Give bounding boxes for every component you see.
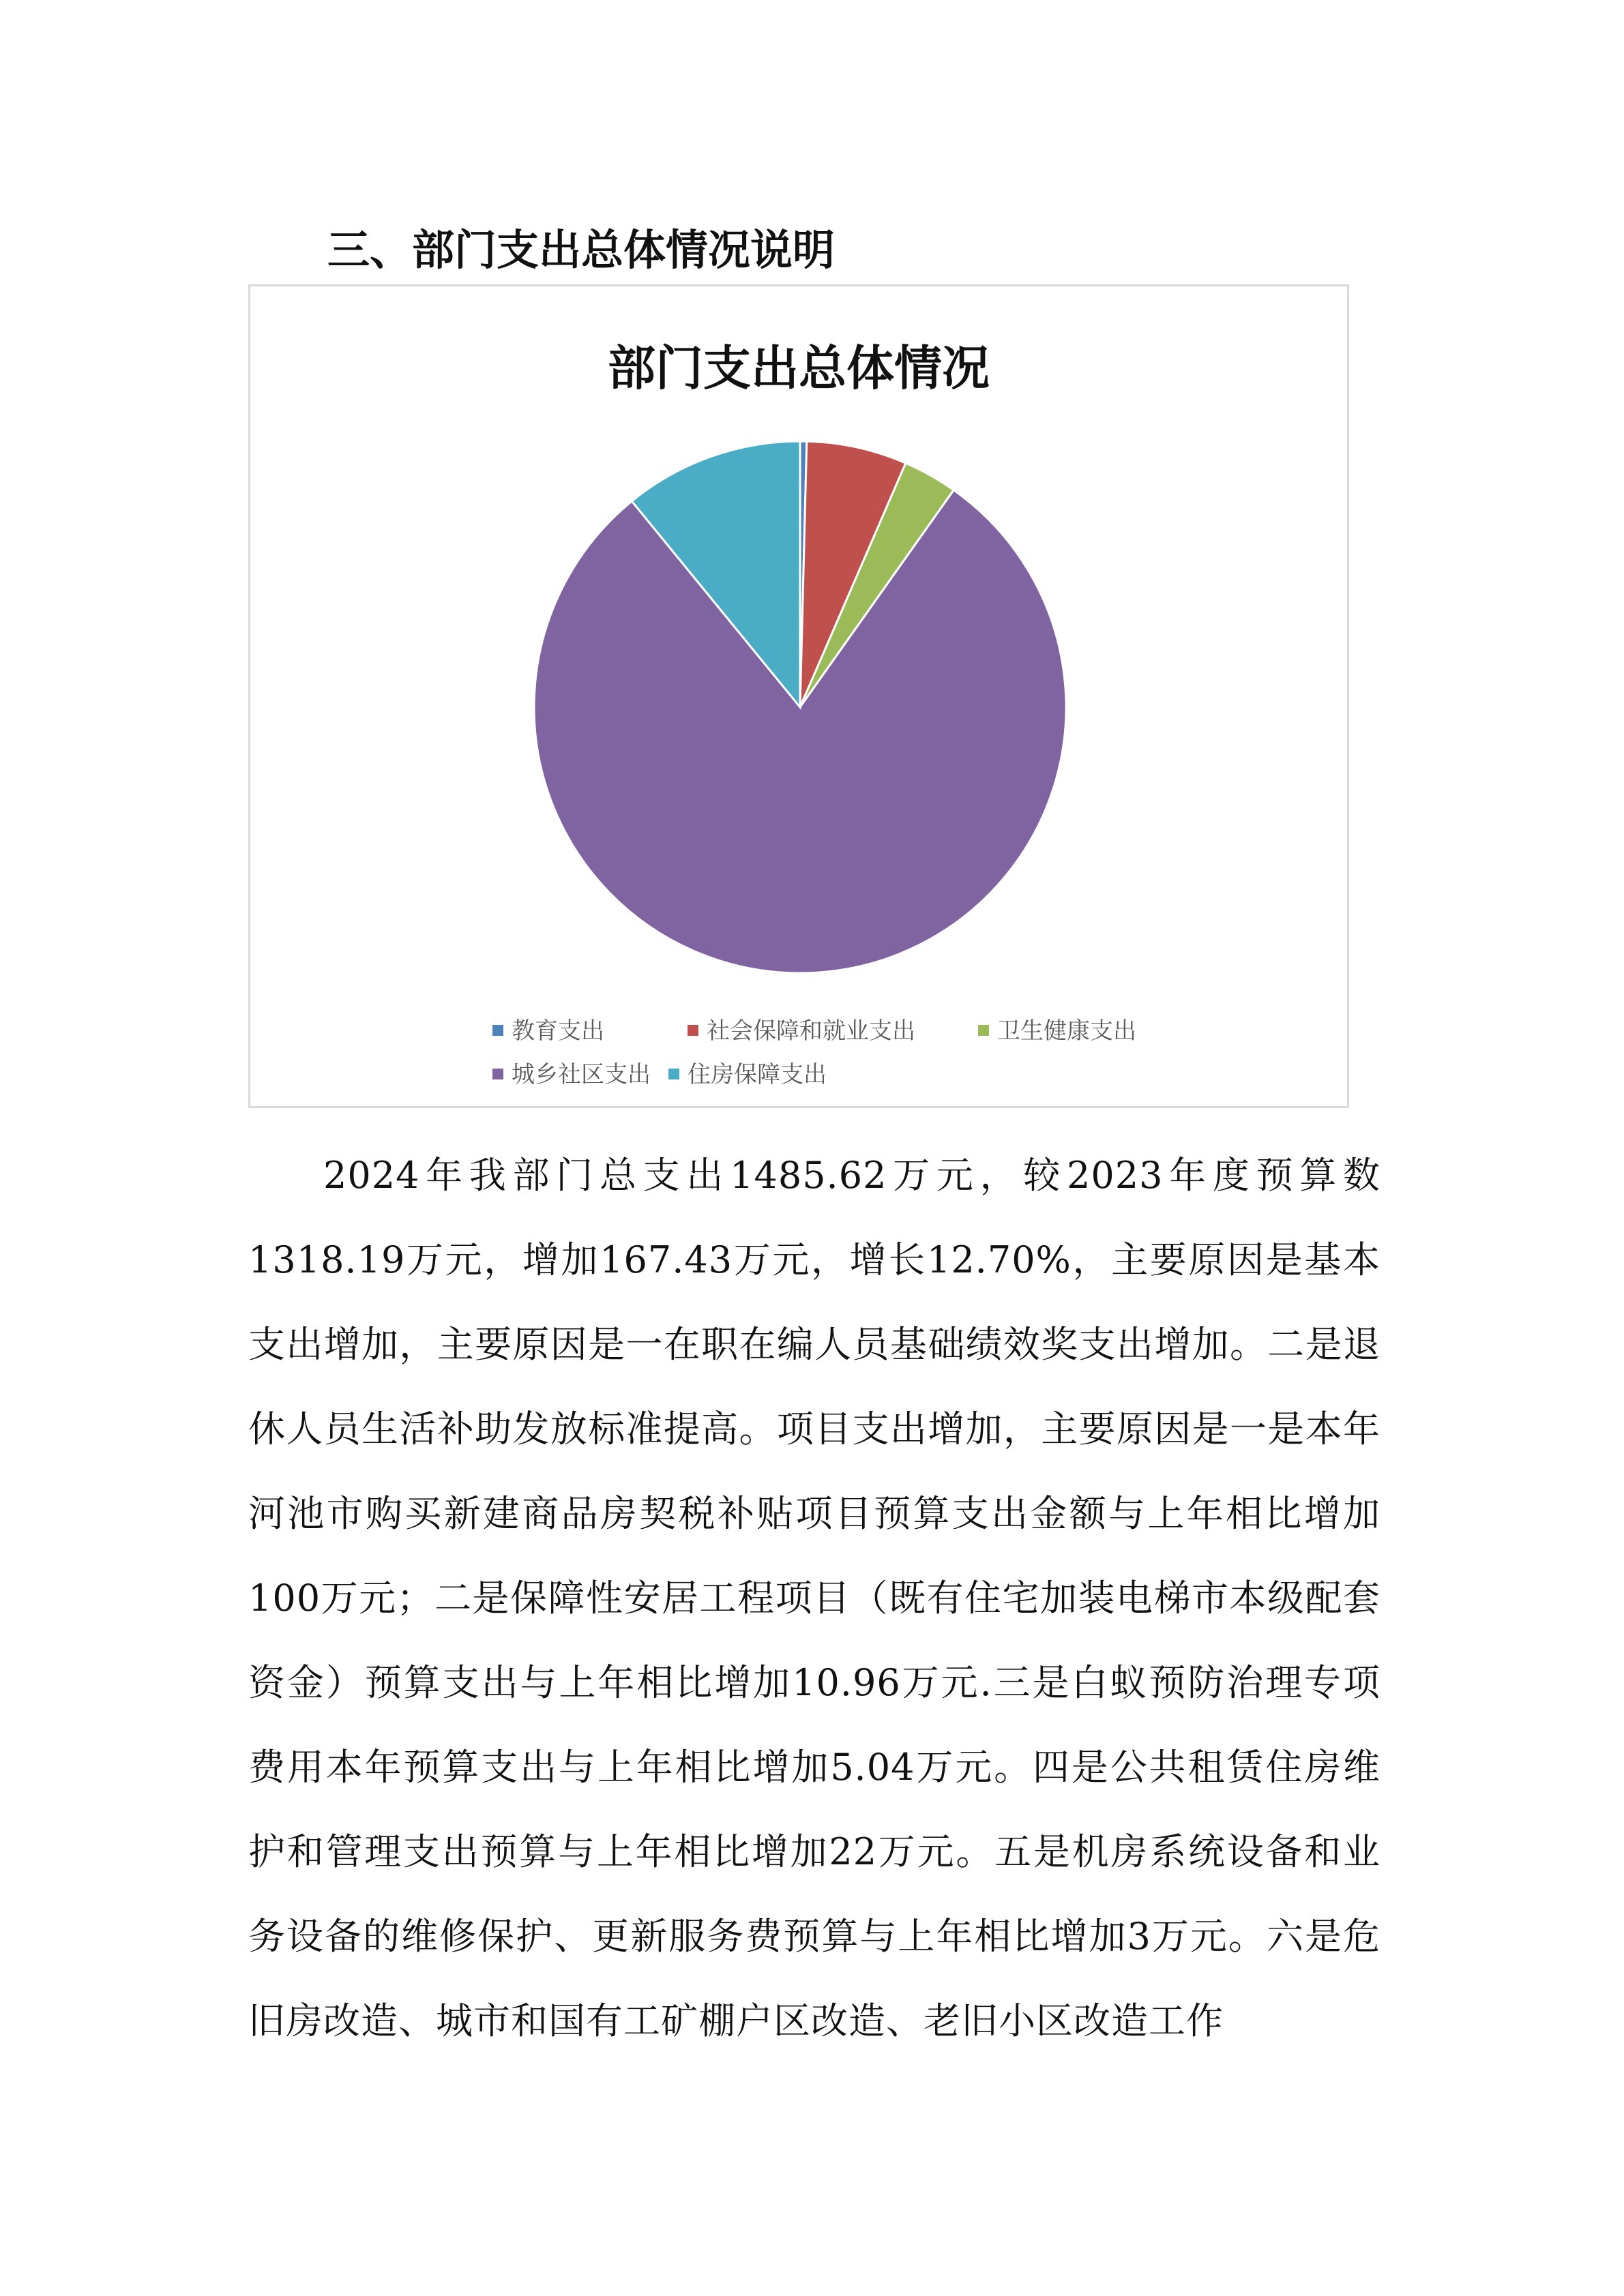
legend-label-social-security: 社会保障和就业支出: [707, 1017, 915, 1045]
legend-swatch-health: [978, 1025, 989, 1036]
legend-label-education: 教育支出: [512, 1017, 604, 1045]
body-paragraph: 2024年我部门总支出1485.62万元，较2023年度预算数1318.19万元，增加167.43万元，增长12.70%，主要原因是基本支出增加，主要原因是一在职在编人员基础绩效奖支出增加。二是退休人员生活补助发放标准提高。项目支出增加，主要原因是一是本年河池市购买新建商品房契税补贴项目预算支出金额与上年相比增加100万元；二是保障性安居工程项目（既有住宅加装电梯市本级配套资金）预算支出与上年相比增加10.96万元.三是白蚁预防治理专项费用本年预算支出与上年相比增加5.04万元。四是公共租赁住房维护和管理支出预算与上年相比增加22万元。五是机房系统设备和业务设备的维修保护、更新服务费预算与上年相比增加3万元。六是危旧房改造、城市和国有工矿棚户区改造、老旧小区改造工作: [248, 1154, 1381, 2042]
legend-item-urban-rural: [492, 1053, 651, 1097]
section-heading: 三、部门支出总体情况说明: [327, 225, 836, 275]
legend-swatch-social-security: [688, 1025, 698, 1036]
legend-swatch-urban-rural: [492, 1069, 503, 1079]
legend-item-housing: [668, 1053, 827, 1097]
chart-title: 部门支出总体情况: [608, 340, 990, 396]
legend-item-health: [978, 1009, 1136, 1053]
legend-item-education: [492, 1009, 670, 1053]
legend-swatch-housing: [668, 1069, 679, 1079]
chart-legend: [492, 1009, 1277, 1097]
legend-label-urban-rural: 城乡社区支出: [512, 1061, 651, 1088]
legend-item-social-security: [688, 1009, 960, 1053]
legend-row-1: [492, 1009, 1277, 1053]
pie-chart-frame: [248, 284, 1349, 1108]
legend-label-health: 卫生健康支出: [997, 1017, 1136, 1045]
legend-swatch-education: [492, 1025, 503, 1036]
legend-label-housing: 住房保障支出: [688, 1061, 827, 1088]
pie-chart: [250, 286, 1347, 1106]
legend-row-2: [492, 1053, 1277, 1097]
